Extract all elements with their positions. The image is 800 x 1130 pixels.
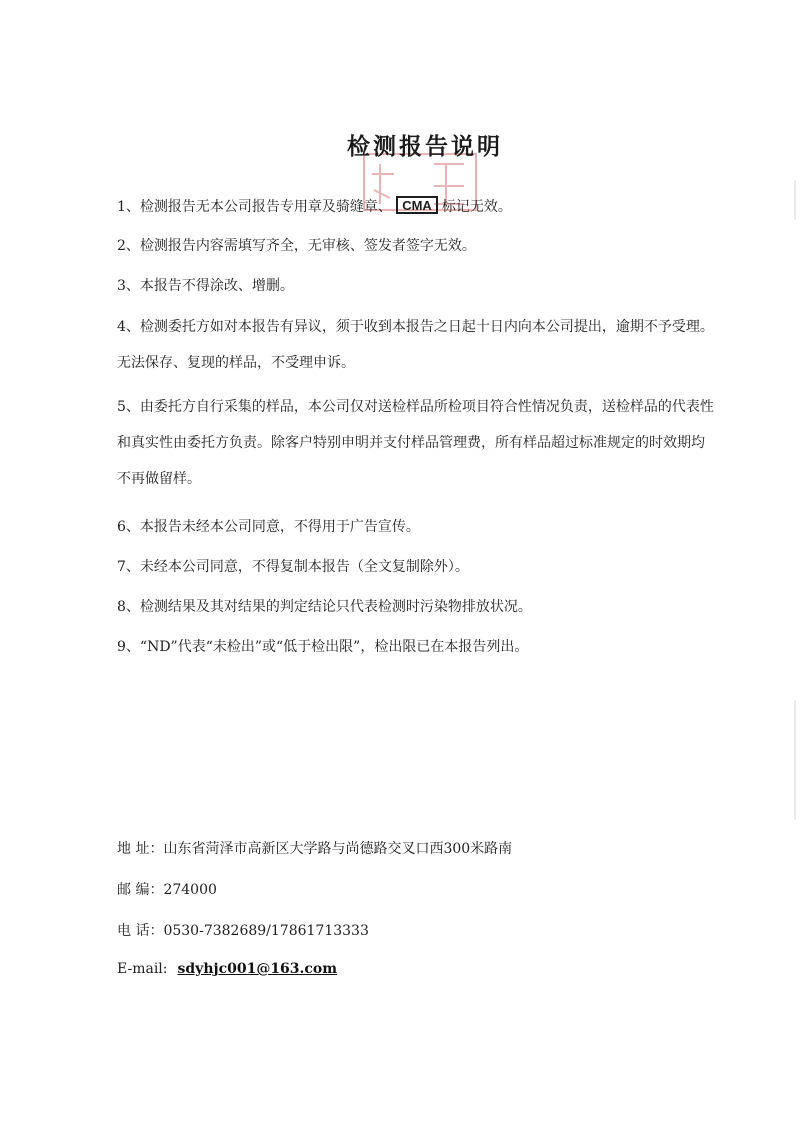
cma-logo-text: CMA: [402, 198, 432, 213]
note-item-7-text: 7、未经本公司同意，不得复制本报告（全文复制除外）。: [117, 559, 469, 575]
note-item-5-text: 5、由委托方自行采集的样品，本公司仅对送检样品所检项目符合性情况负责，送检样品的代表性和真实性由委托方负责。除客户特别申明并支付样品管理费，所有样品超过标准规定的时效期均不再做留样。: [117, 399, 714, 487]
note-item-3-text: 3、本报告不得涂改、增删。: [117, 278, 294, 294]
address-value: 山东省菏泽市高新区大学路与尚德路交叉口西300米路南: [163, 841, 513, 857]
email-line: [117, 961, 337, 977]
note-item-9: [117, 629, 717, 665]
phone-value: 0530-7382689/17861713333: [163, 923, 369, 939]
postcode-line: [117, 879, 217, 899]
note-item-8: [117, 589, 717, 625]
note-item-1-suffix: 标记无效。: [441, 199, 512, 215]
note-item-1: [117, 189, 717, 225]
email-label: E-mail:: [117, 961, 168, 977]
note-item-2: [117, 228, 717, 264]
note-item-6-text: 6、本报告未经本公司同意，不得用于广告宣传。: [117, 519, 420, 535]
note-item-4: [117, 309, 717, 381]
scan-edge-mark: [794, 700, 796, 820]
note-item-2-text: 2、检测报告内容需填写齐全，无审核、签发者签字无效。: [117, 238, 476, 254]
note-item-8-text: 8、检测结果及其对结果的判定结论只代表检测时污染物排放状况。: [117, 599, 532, 615]
note-item-7: [117, 549, 717, 585]
note-item-1-text: 1、检测报告无本公司报告专用章及骑缝章、: [117, 199, 392, 215]
note-item-3: [117, 268, 717, 304]
email-link[interactable]: sdyhjc001@163.com: [177, 961, 338, 977]
postcode-value: 274000: [163, 882, 217, 898]
phone-label: 电 话：: [117, 923, 164, 939]
note-item-6: [117, 509, 717, 545]
postcode-label: 邮 编：: [117, 882, 164, 898]
note-item-4-text: 4、检测委托方如对本报告有异议，须于收到本报告之日起十日内向本公司提出，逾期不予受理。无法保存、复现的样品，不受理申诉。: [117, 319, 714, 371]
phone-line: [117, 920, 369, 940]
cma-logo: [394, 195, 440, 215]
note-item-5: [117, 389, 717, 497]
page-title: 检测报告说明: [347, 134, 503, 160]
address-label: 地 址：: [117, 841, 164, 857]
scan-edge-mark: [794, 180, 796, 220]
note-item-9-text: 9、“ND”代表“未检出”或“低于检出限”，检出限已在本报告列出。: [117, 639, 529, 655]
address-line: [117, 838, 512, 858]
